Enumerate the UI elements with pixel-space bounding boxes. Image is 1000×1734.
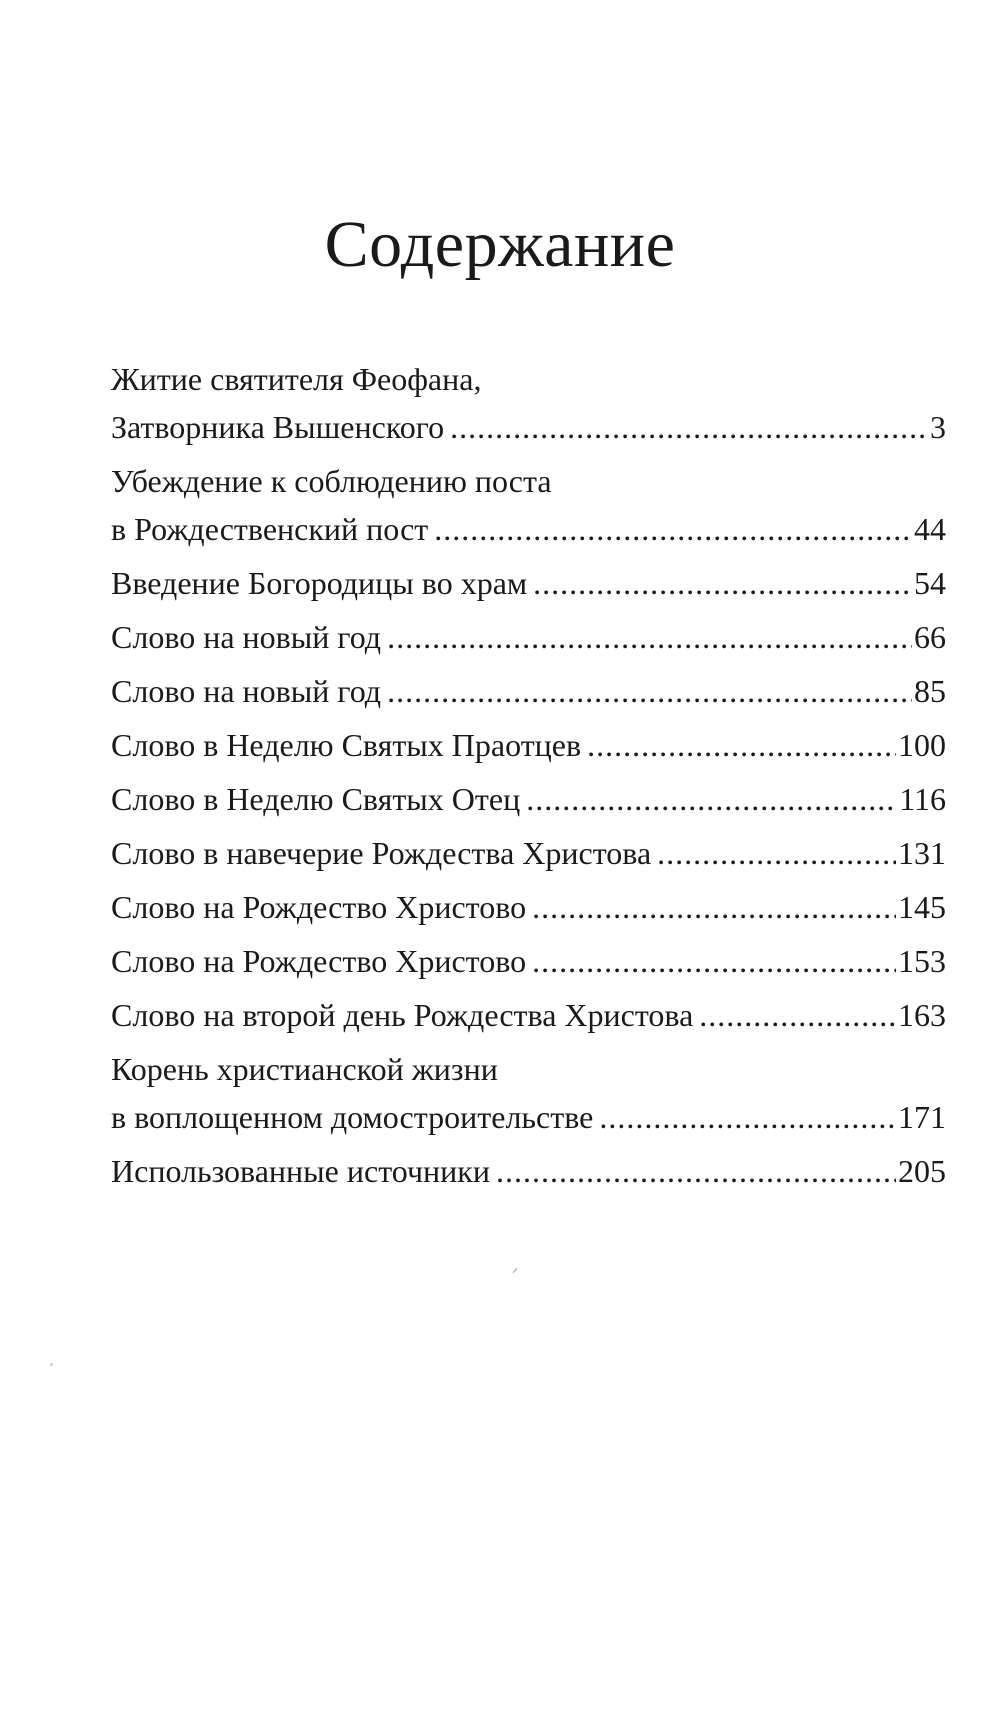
toc-entry — [111, 613, 946, 661]
toc-entry — [111, 829, 946, 877]
toc-page-number: 100 — [898, 727, 946, 763]
toc-entry — [111, 1147, 946, 1195]
toc-entry-line — [111, 721, 946, 769]
toc-entry-title: Слово на Рождество Христово — [111, 943, 527, 979]
toc-entry — [111, 775, 946, 823]
toc-entry-line — [111, 403, 946, 451]
toc-entry — [111, 721, 946, 769]
toc-entry — [111, 991, 946, 1039]
toc-entry-title: Убеждение к соблюдению поста — [111, 463, 552, 499]
toc-entry-line — [111, 505, 946, 553]
toc-page-number: 205 — [898, 1153, 946, 1189]
toc-entry-title: в воплощенном домостроительстве — [111, 1099, 594, 1135]
dot-leader — [599, 1093, 896, 1141]
toc-entry-title: Слово на новый год — [111, 619, 382, 655]
dot-leader — [699, 991, 896, 1039]
toc-page-number: 85 — [914, 673, 946, 709]
toc-entry — [111, 355, 946, 451]
toc-page-number: 66 — [914, 619, 946, 655]
dot-leader — [450, 403, 928, 451]
toc-page-number: 153 — [898, 943, 946, 979]
dot-leader — [496, 1147, 896, 1195]
toc-entry-line — [111, 775, 946, 823]
toc-entry-title: в Рождественский пост — [111, 511, 429, 547]
toc-entry-line — [111, 937, 946, 985]
toc-entry — [111, 937, 946, 985]
toc-entry-line — [111, 457, 946, 505]
toc-entry-line — [111, 559, 946, 607]
table-of-contents — [111, 355, 946, 1201]
toc-page-number: 145 — [898, 889, 946, 925]
toc-entry-title: Корень христианской жизни — [111, 1051, 498, 1087]
toc-entry-line — [111, 883, 946, 931]
toc-page-number: 54 — [914, 565, 946, 601]
dot-leader — [533, 559, 912, 607]
toc-page-number: 163 — [898, 997, 946, 1033]
toc-entry-line — [111, 667, 946, 715]
dot-leader — [387, 613, 912, 661]
toc-page-number: 131 — [898, 835, 946, 871]
toc-entry-title: Введение Богородицы во храм — [111, 565, 528, 601]
page-title: Содержание — [324, 208, 676, 281]
toc-entry-title: Использованные источники — [111, 1153, 490, 1189]
toc-page-number: 3 — [930, 409, 946, 445]
scan-speck — [513, 1268, 518, 1273]
dot-leader — [587, 721, 896, 769]
dot-leader — [657, 829, 896, 877]
toc-entry-line — [111, 991, 946, 1039]
toc-entry-line — [111, 1045, 946, 1093]
dot-leader — [526, 775, 897, 823]
toc-entry-line — [111, 1093, 946, 1141]
toc-entry-line — [111, 355, 946, 403]
toc-entry-title: Слово в Неделю Святых Отец — [111, 781, 521, 817]
toc-entry-title: Затворника Вышенского — [111, 409, 445, 445]
toc-page-number: 116 — [899, 781, 946, 817]
toc-entry — [111, 883, 946, 931]
toc-entry — [111, 1045, 946, 1141]
toc-entry-title: Слово на новый год — [111, 673, 382, 709]
toc-entry-line — [111, 1147, 946, 1195]
dot-leader — [532, 883, 896, 931]
toc-entry-title: Житие святителя Феофана, — [111, 361, 482, 397]
scan-speck — [50, 1363, 53, 1366]
toc-entry-line — [111, 829, 946, 877]
toc-page-number: 44 — [914, 511, 946, 547]
dot-leader — [532, 937, 896, 985]
toc-entry-title: Слово на Рождество Христово — [111, 889, 527, 925]
toc-entry-title: Слово на второй день Рождества Христова — [111, 997, 694, 1033]
toc-page-number: 171 — [898, 1099, 946, 1135]
toc-entry — [111, 667, 946, 715]
toc-entry-line — [111, 613, 946, 661]
dot-leader — [387, 667, 912, 715]
toc-entry — [111, 559, 946, 607]
dot-leader — [434, 505, 912, 553]
toc-entry — [111, 457, 946, 553]
toc-entry-title: Слово в навечерие Рождества Христова — [111, 835, 652, 871]
toc-entry-title: Слово в Неделю Святых Праотцев — [111, 727, 582, 763]
